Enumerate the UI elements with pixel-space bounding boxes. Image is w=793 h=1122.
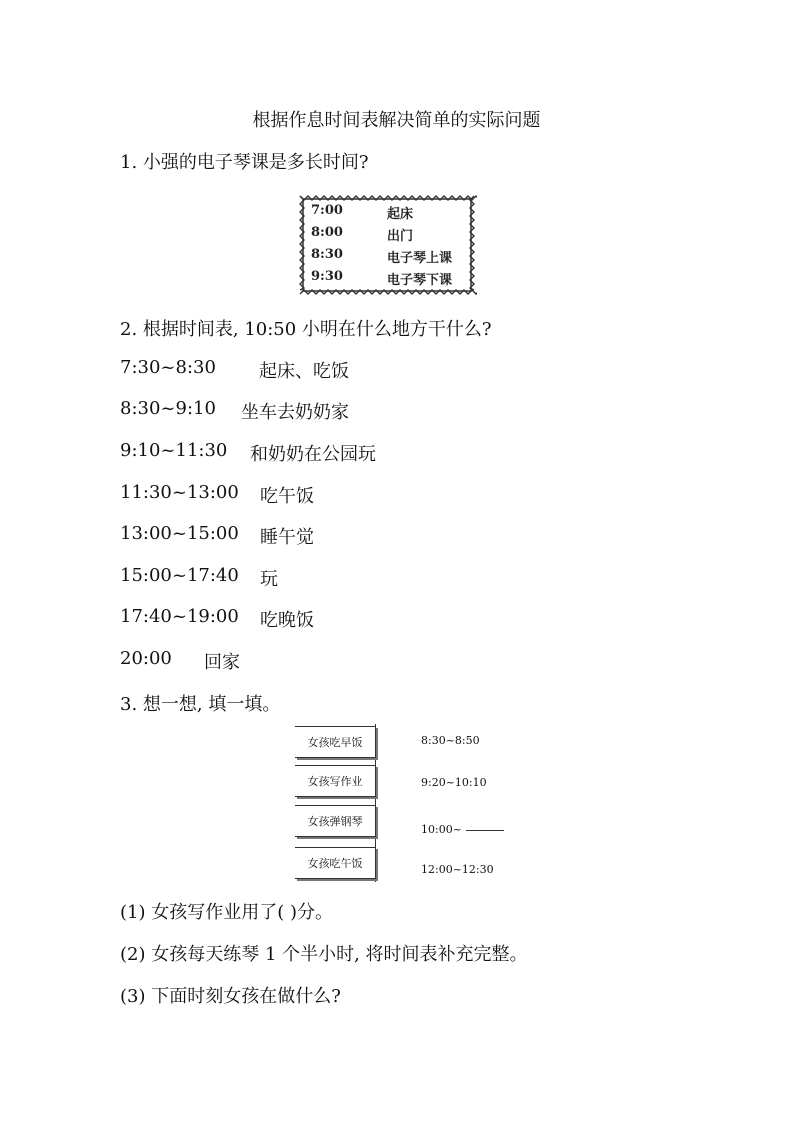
schedule-row (120, 398, 520, 423)
row-time: 20:00 (120, 648, 172, 669)
schedule-row (120, 440, 520, 465)
row-activity: 回家 (204, 652, 240, 673)
question-1: 1. 小强的电子琴课是多长时间? (120, 152, 369, 173)
row-time: 7:30~8:30 (120, 357, 216, 378)
sub-question-2: (2) 女孩每天练琴 1 个半小时, 将时间表补充完整。 (120, 944, 528, 965)
schedule-row (120, 648, 520, 673)
activity-time: 9:20~10:10 (421, 776, 487, 789)
row-activity: 吃晚饭 (260, 610, 314, 631)
row-time: 15:00~17:40 (120, 565, 239, 586)
question-2: 2. 根据时间表, 10:50 小明在什么地方干什么? (120, 319, 492, 340)
card-event: 出门 (387, 229, 414, 244)
card-time: 7:00 (311, 203, 343, 218)
sub-question-3: (3) 下面时刻女孩在做什么? (120, 986, 341, 1007)
card-event: 起床 (387, 207, 414, 222)
activity-label: 女孩写作业 (295, 765, 376, 797)
page-title: 根据作息时间表解决简单的实际问题 (252, 110, 541, 131)
row-time: 13:00~15:00 (120, 523, 239, 544)
activity-label: 女孩弹钢琴 (295, 805, 376, 837)
row-time: 8:30~9:10 (120, 398, 216, 419)
row-activity: 和奶奶在公园玩 (250, 444, 376, 465)
card-event: 电子琴上课 (387, 251, 453, 266)
row-time: 9:10~11:30 (120, 440, 228, 461)
activity-time: 12:00~12:30 (421, 863, 494, 876)
activity-time: 10:00~ (421, 823, 462, 836)
activity-label: 女孩吃早饭 (295, 726, 376, 758)
sub-question-1: (1) 女孩写作业用了( )分。 (120, 902, 333, 923)
row-activity: 玩 (260, 569, 278, 590)
row-time: 17:40~19:00 (120, 606, 239, 627)
schedule-row (120, 482, 520, 507)
schedule-row (120, 357, 520, 382)
activity-time: 8:30~8:50 (421, 734, 480, 747)
card-event: 电子琴下课 (387, 273, 453, 288)
card-time: 8:30 (311, 247, 343, 262)
schedule-row (120, 523, 520, 548)
row-activity: 坐车去奶奶家 (241, 402, 349, 423)
activity-label: 女孩吃午饭 (295, 847, 376, 879)
row-activity: 睡午觉 (260, 527, 314, 548)
answer-blank[interactable] (466, 830, 504, 831)
row-time: 11:30~13:00 (120, 482, 239, 503)
activity-time-partial (421, 823, 504, 836)
question-3: 3. 想一想, 填一填。 (120, 694, 281, 715)
card-time: 8:00 (311, 225, 343, 240)
schedule-row (120, 606, 520, 631)
card-time: 9:30 (311, 269, 343, 284)
row-activity: 吃午饭 (260, 486, 314, 507)
row-activity: 起床、吃饭 (259, 361, 349, 382)
schedule-row (120, 565, 520, 590)
schedule-card (297, 193, 477, 297)
